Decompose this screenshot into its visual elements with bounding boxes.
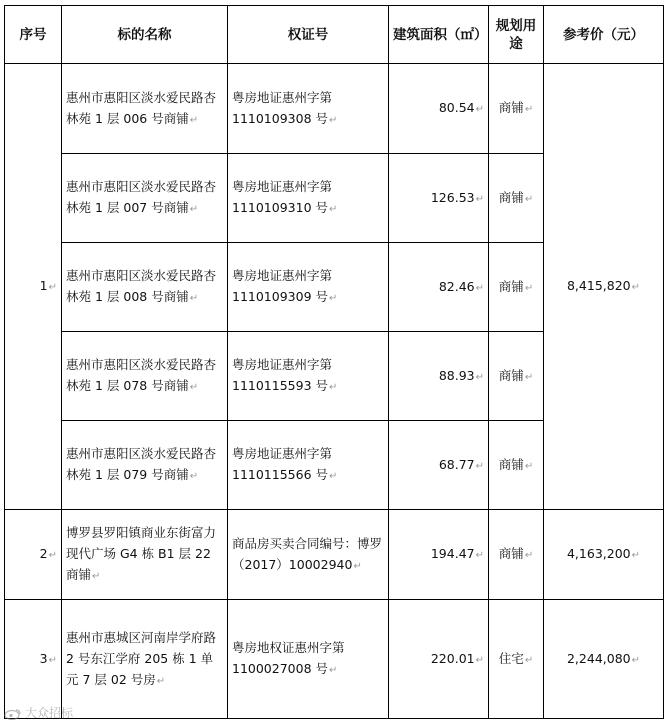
cert-cell: 粤房地权证惠州字第 1100027008 号↵ — [228, 600, 389, 719]
header-use: 规划用途 — [489, 6, 544, 64]
seq-cell: 3↵ — [5, 600, 62, 719]
use-cell: 商铺↵ — [489, 332, 544, 421]
area-cell: 88.93↵ — [389, 332, 489, 421]
cert-cell: 粤房地证惠州字第 1110109310 号↵ — [228, 154, 389, 243]
use-cell: 商铺↵ — [489, 243, 544, 332]
area-cell: 126.53↵ — [389, 154, 489, 243]
area-cell: 194.47↵ — [389, 510, 489, 600]
header-area: 建筑面积（㎡） — [389, 6, 489, 64]
price-cell: 8,415,820↵ — [544, 64, 664, 510]
table-row — [5, 64, 664, 154]
header-seq: 序号 — [5, 6, 62, 64]
header-name: 标的名称 — [62, 6, 228, 64]
lot-name-cell: 惠州市惠阳区淡水爱民路杏林苑 1 层 078 号商铺↵ — [62, 332, 228, 421]
seq-cell: 1↵ — [5, 64, 62, 510]
area-cell: 82.46↵ — [389, 243, 489, 332]
header-cert: 权证号 — [228, 6, 389, 64]
use-cell: 商铺↵ — [489, 154, 544, 243]
watermark-text: 大众招标 — [25, 706, 74, 720]
use-cell: 商铺↵ — [489, 421, 544, 510]
cert-cell: 商品房买卖合同编号：博罗（2017）10002940↵ — [228, 510, 389, 600]
seq-cell: 2↵ — [5, 510, 62, 600]
table-row — [5, 510, 664, 600]
use-cell: 住宅↵ — [489, 600, 544, 719]
table-header-row — [5, 6, 664, 64]
price-cell: 2,244,080↵ — [544, 600, 664, 719]
use-cell: 商铺↵ — [489, 64, 544, 154]
header-price: 参考价（元） — [544, 6, 664, 64]
cert-cell: 粤房地证惠州字第 1110109308 号↵ — [228, 64, 389, 154]
auction-lot-table — [4, 5, 664, 719]
cert-cell: 粤房地证惠州字第 1110115593 号↵ — [228, 332, 389, 421]
lot-name-cell: 惠州市惠阳区淡水爱民路杏林苑 1 层 008 号商铺↵ — [62, 243, 228, 332]
lot-name-cell: 惠州市惠阳区淡水爱民路杏林苑 1 层 007 号商铺↵ — [62, 154, 228, 243]
cert-cell: 粤房地证惠州字第 1110115566 号↵ — [228, 421, 389, 510]
weibo-logo-icon — [4, 708, 22, 720]
area-cell: 68.77↵ — [389, 421, 489, 510]
cert-cell: 粤房地证惠州字第 1110109309 号↵ — [228, 243, 389, 332]
watermark — [4, 704, 73, 721]
price-cell: 4,163,200↵ — [544, 510, 664, 600]
lot-name-cell: 惠州市惠阳区淡水爱民路杏林苑 1 层 079 号商铺↵ — [62, 421, 228, 510]
use-cell: 商铺↵ — [489, 510, 544, 600]
area-cell: 80.54↵ — [389, 64, 489, 154]
table-row — [5, 600, 664, 719]
lot-name-cell: 博罗县罗阳镇商业东街富力现代广场 G4 栋 B1 层 22 商铺↵ — [62, 510, 228, 600]
lot-name-cell: 惠州市惠城区河南岸学府路 2 号东江学府 205 栋 1 单元 7 层 02 号房↵ — [62, 600, 228, 719]
lot-name-cell: 惠州市惠阳区淡水爱民路杏林苑 1 层 006 号商铺↵ — [62, 64, 228, 154]
area-cell: 220.01↵ — [389, 600, 489, 719]
